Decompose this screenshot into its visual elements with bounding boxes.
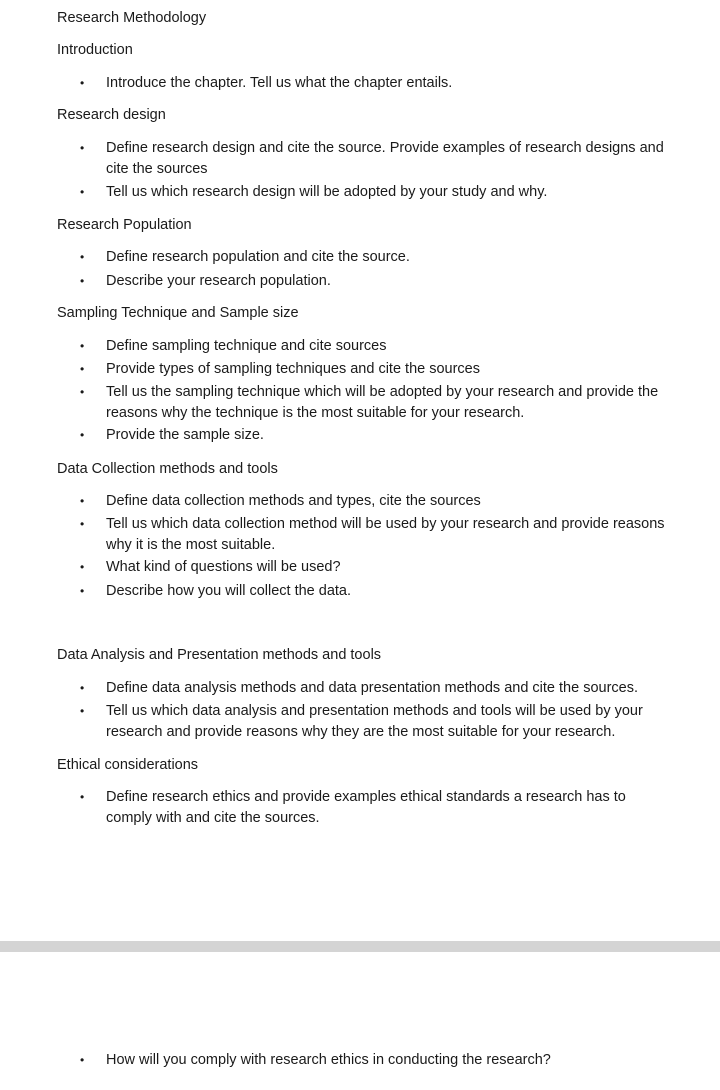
section-heading-sampling: Sampling Technique and Sample size (57, 305, 299, 321)
list-item: • Describe your research population. (80, 271, 670, 292)
bullet-icon: • (80, 428, 85, 442)
section-heading-data-collection: Data Collection methods and tools (57, 461, 278, 477)
list-item: • Define data analysis methods and data presentation methods and cite the sources. (80, 678, 670, 699)
section-heading-introduction: Introduction (57, 42, 133, 58)
bullet-icon: • (80, 141, 85, 155)
bullet-icon: • (80, 1053, 85, 1067)
section-heading-research-population: Research Population (57, 217, 192, 233)
bullet-icon: • (80, 385, 85, 399)
section-heading-data-analysis: Data Analysis and Presentation methods and tools (57, 647, 382, 663)
list-item: • Tell us the sampling technique which will be adopted by your research and provide the reasons why the technique is the most suitable for your research. (80, 384, 659, 421)
list-item: • Define research design and cite the source. Provide examples of research designs and cite the sources (80, 140, 664, 177)
list-item: • Tell us which data analysis and presentation methods and tools will be used by your research and provide reasons why they are the most suitable for your research. (80, 703, 643, 740)
bullet-icon: • (80, 790, 85, 804)
list-item: • Tell us which research design will be adopted by your study and why. (80, 182, 670, 203)
bullet-icon: • (80, 274, 85, 288)
list-item: • Define data collection methods and types, cite the sources (80, 491, 670, 512)
list-item: • What kind of questions will be used? (80, 557, 670, 578)
bullet-icon: • (80, 681, 85, 695)
list-item: • Describe how you will collect the data. (80, 581, 670, 602)
list-item: • Tell us which data collection method will be used by your research and provide reasons why it is the most suitable. (80, 516, 665, 553)
bullet-icon: • (80, 704, 85, 718)
bullet-icon: • (80, 517, 85, 531)
bullet-icon: • (80, 250, 85, 264)
list-item: • How will you comply with research ethics in conducting the research? (80, 1050, 670, 1071)
list-item: • Introduce the chapter. Tell us what the chapter entails. (80, 73, 670, 94)
bullet-icon: • (80, 339, 85, 353)
list-item: • Define research population and cite the source. (80, 247, 670, 268)
bullet-icon: • (80, 185, 85, 199)
list-item: • Define sampling technique and cite sources (80, 336, 670, 357)
list-item: • Provide the sample size. (80, 425, 670, 446)
list-item: • Provide types of sampling techniques and cite the sources (80, 359, 670, 380)
bullet-icon: • (80, 494, 85, 508)
bullet-icon: • (80, 362, 85, 376)
bullet-icon: • (80, 584, 85, 598)
bullet-icon: • (80, 560, 85, 574)
bullet-icon: • (80, 76, 85, 90)
list-item: • Define research ethics and provide examples ethical standards a research has to comply with and cite the sources. (80, 789, 626, 826)
section-heading-ethical-considerations: Ethical considerations (57, 757, 199, 773)
section-heading-research-design: Research design (57, 107, 166, 123)
document-title: Research Methodology (57, 10, 207, 26)
page-break-divider (0, 941, 720, 952)
page-2 (0, 952, 720, 1090)
